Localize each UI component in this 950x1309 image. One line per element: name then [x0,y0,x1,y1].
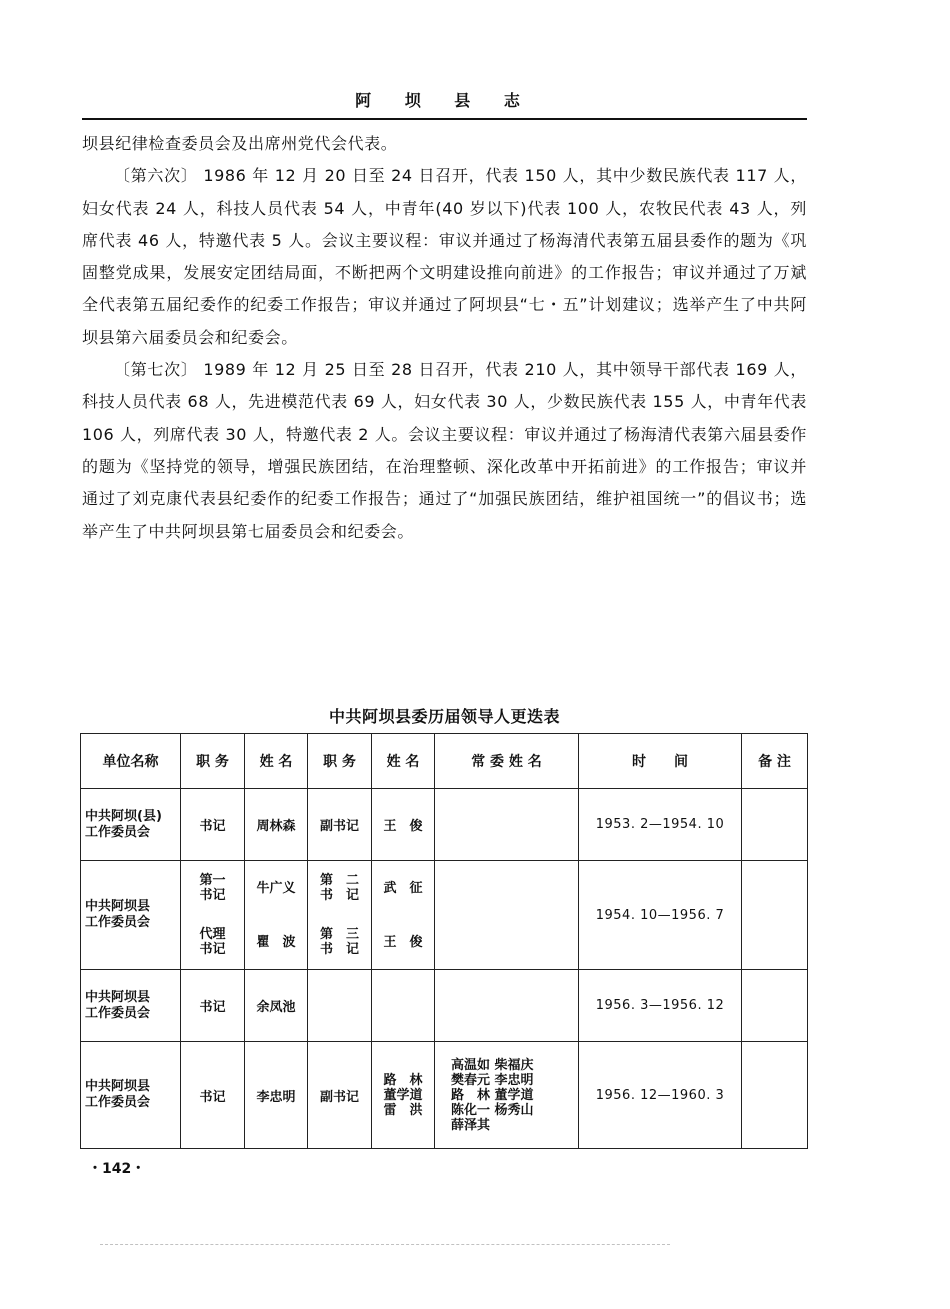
unit-cell [81,970,181,1042]
position-cell-2: 副书记 [308,789,372,861]
paragraph-continued: 坝县纪律检查委员会及出席州党代会代表。 [82,134,398,153]
note-cell [742,1042,808,1149]
scan-artifact-line [100,1244,670,1245]
name-list [372,1073,434,1118]
note-cell [742,861,808,970]
position-line: 第 二 [319,873,359,888]
unit-line: 中共阿坝县 [85,1079,151,1094]
standing-line: 樊春元 李忠明 [451,1072,534,1088]
name-cell-2: 王 俊 [372,789,435,861]
col-header-position-2: 职 务 [308,734,372,789]
note-cell [742,970,808,1042]
name-cell: 余凤池 [245,970,308,1042]
name-cell-2 [372,861,435,970]
name-cell-2 [372,970,435,1042]
col-header-time: 时 间 [579,734,742,789]
name-entry: 瞿 波 [256,934,296,950]
standing-line: 路 林 董学道 [451,1087,534,1103]
position-line: 第一 [199,873,226,888]
name-entry: 路 林 [383,1072,423,1088]
position-cell: 书记 [181,1042,245,1149]
name-entry: 董学道 [383,1087,423,1103]
position-cell-2: 副书记 [308,1042,372,1149]
position-line: 代理 [199,927,226,942]
position-third-secretary [320,927,359,957]
unit-cell [81,789,181,861]
position-cell-2 [308,861,372,970]
position-line: 第 三 [319,927,359,942]
col-header-name-2: 姓 名 [372,734,435,789]
col-header-unit: 单位名称 [81,734,181,789]
col-header-position: 职 务 [181,734,245,789]
position-cell-2 [308,970,372,1042]
table-row [81,1042,808,1149]
table-row [81,970,808,1042]
position-cell [181,861,245,970]
name-cell-2 [372,1042,435,1149]
standing-cell [435,1042,579,1149]
position-first-secretary [199,873,225,903]
position-line: 书记 [199,888,226,903]
leadership-table [80,733,808,1149]
time-cell: 1953. 2—1954. 10 [579,789,742,861]
name-cell: 周林森 [245,789,308,861]
unit-line: 工作委员会 [85,915,151,930]
col-header-name: 姓 名 [245,734,308,789]
table-row [81,789,808,861]
position-line: 书记 [199,942,226,957]
standing-line: 薛泽其 [451,1117,491,1133]
table-row [81,861,808,970]
standing-line: 高温如 柴福庆 [451,1057,534,1073]
position-acting-secretary [199,927,225,957]
note-cell [742,789,808,861]
position-line: 书 记 [319,942,359,957]
body-text [82,128,807,548]
paragraph-sixth-congress: 〔第六次〕 1986 年 12 月 20 日至 24 日召开，代表 150 人，其中少数民族代表 117 人，妇女代表 24 人，科技人员代表 54 人，中青年(40 岁以下)代表 100 人，农牧民代表 43 人，列席代表 46 人，特邀代表 5 人。会议主要议程：审议并通过了杨海清代表第五届县委作的题为《巩固整党成果，发展安定团结局面，不断把两个文明建设推向前进》的工作报告；审议并通过了万斌全代表第五届纪委作的纪委工作报告；审议并通过了阿坝县“七・五”计划建议；选举产生了中共阿坝县第六届委员会和纪委会。 [82,166,807,347]
standing-cell [435,789,579,861]
unit-line: 工作委员会 [85,1095,151,1110]
table-title: 中共阿坝县委历届领导人更迭表 [328,707,560,726]
name-entry: 武 征 [383,880,423,896]
paragraph-seventh-congress: 〔第七次〕 1989 年 12 月 25 日至 28 日召开，代表 210 人，其中领导干部代表 169 人，科技人员代表 68 人，先进模范代表 69 人，妇女代表 30 人，少数民族代表 155 人，中青年代表 106 人，列席代表 30 人，特邀代表 2 人。会议主要议程：审议并通过了杨海清代表第六届县委作的题为《坚持党的领导，增强民族团结，在治理整顿、深化改革中开拓前进》的工作报告；审议并通过了刘克康代表县纪委作的纪委工作报告；通过了“加强民族团结，维护祖国统一”的倡议书；选举产生了中共阿坝县第七届委员会和纪委会。 [82,360,807,541]
unit-cell [81,1042,181,1149]
position-cell: 书记 [181,789,245,861]
col-header-note: 备 注 [742,734,808,789]
col-header-standing: 常 委 姓 名 [435,734,579,789]
table-header-row [81,734,808,789]
running-header: 阿 坝 县 志 [355,91,534,110]
name-cell [245,861,308,970]
unit-line: 中共阿坝县 [85,989,151,1005]
name-entry: 王 俊 [383,934,423,950]
header-rule [82,118,807,120]
time-cell: 1956. 3—1956. 12 [579,970,742,1042]
unit-line: 中共阿坝县 [85,899,151,914]
standing-line: 陈化一 杨秀山 [451,1102,534,1118]
position-cell: 书记 [181,970,245,1042]
unit-line: 中共阿坝(县) [85,808,162,824]
unit-line: 工作委员会 [85,1005,151,1021]
time-cell: 1956. 12—1960. 3 [579,1042,742,1149]
standing-cell [435,861,579,970]
standing-cell [435,970,579,1042]
name-entry: 雷 洪 [383,1102,423,1118]
name-cell: 李忠明 [245,1042,308,1149]
time-cell: 1954. 10—1956. 7 [579,861,742,970]
position-line: 书 记 [319,888,359,903]
page-number: ・142・ [88,1161,146,1177]
position-second-secretary [320,873,359,903]
name-entry: 牛广义 [256,880,296,896]
unit-line: 工作委员会 [85,824,151,840]
unit-cell [81,861,181,970]
